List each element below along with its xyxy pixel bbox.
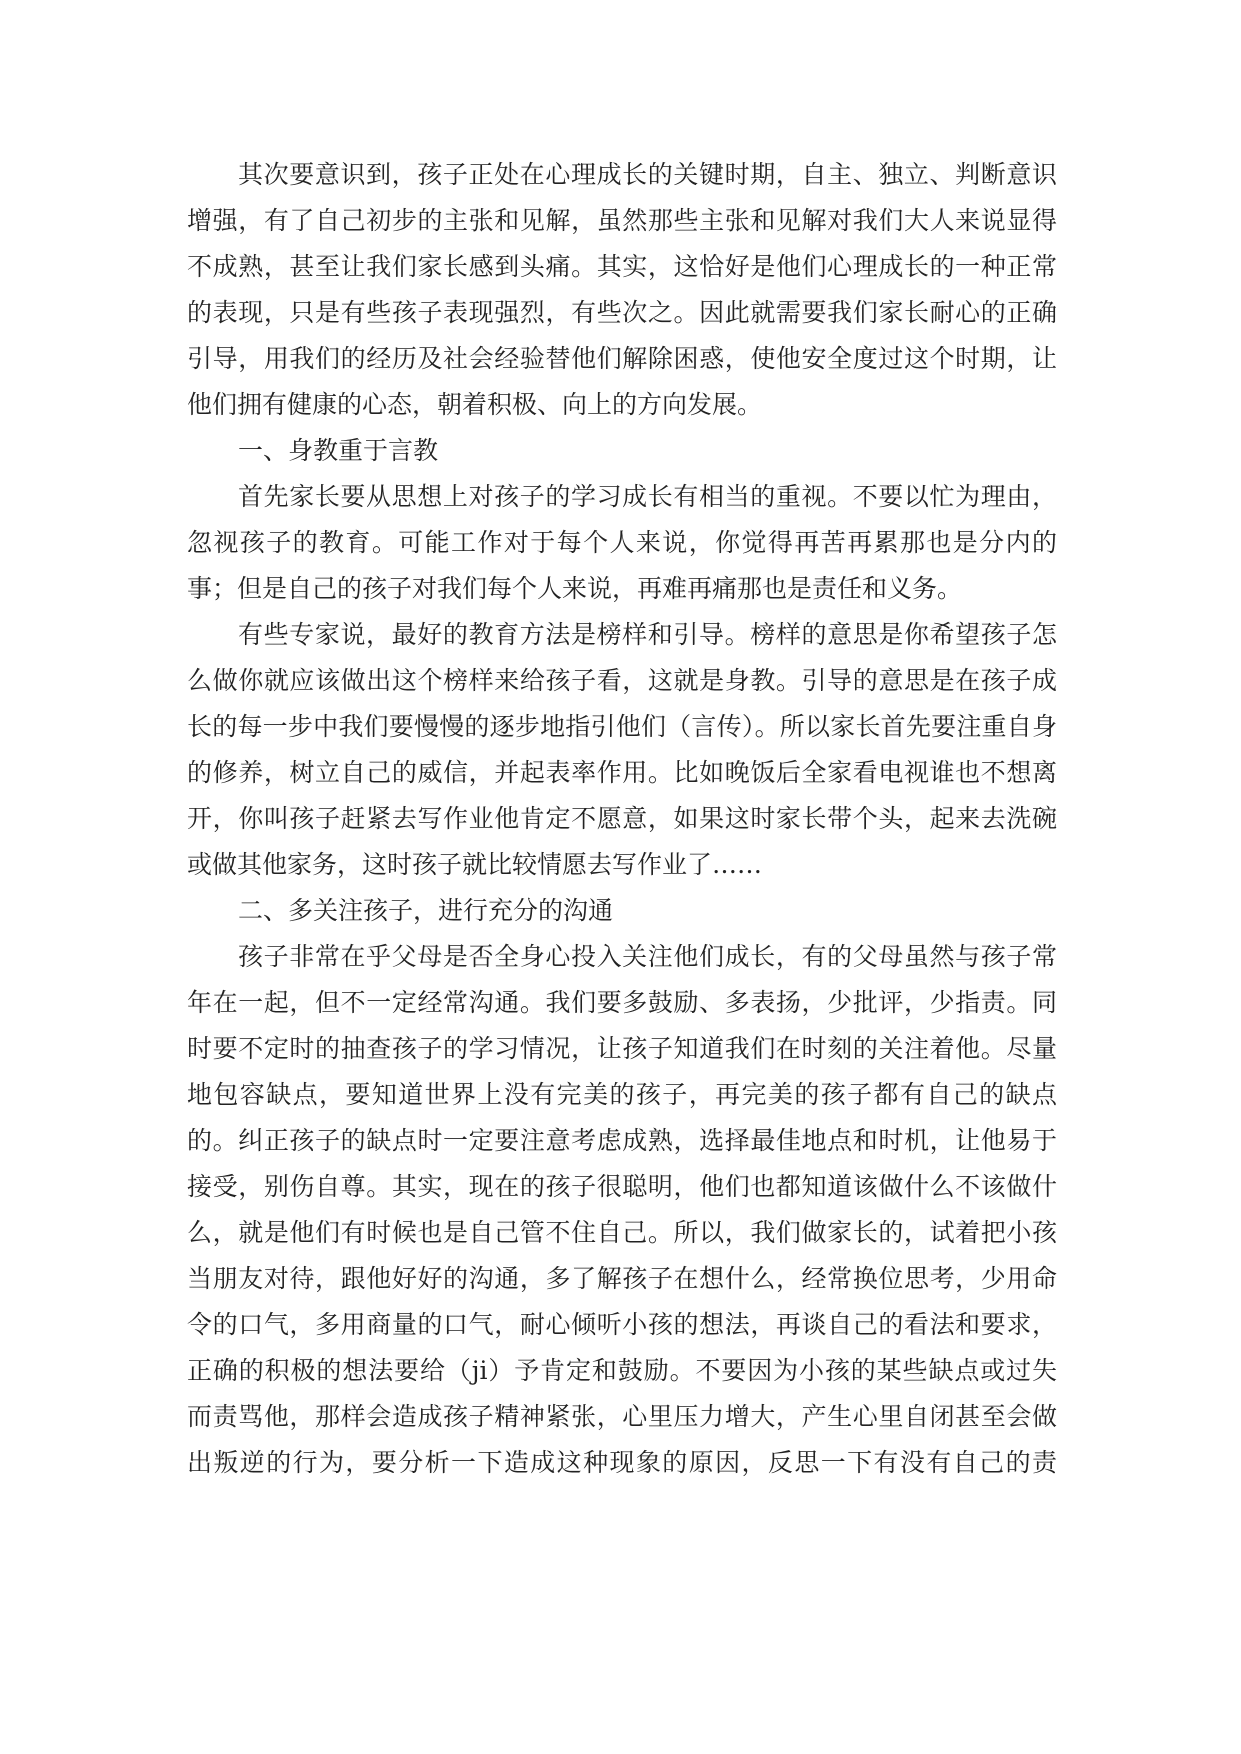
heading-text: 一、身教重于言教 <box>238 436 439 465</box>
section-heading <box>187 428 1057 474</box>
paragraph <box>187 934 1057 1486</box>
text-line: 或做其他家务，这时孩子就比较情愿去写作业了…… <box>187 850 763 879</box>
text-line: 孩子非常在乎父母是否全身心投入关注他们成长，有的父母虽然与孩子常 <box>238 942 1057 971</box>
text-line: 增强，有了自己初步的主张和见解，虽然那些主张和见解对我们大人来说显得 <box>187 206 1057 235</box>
text-line: 时要不定时的抽查孩子的学习情况，让孩子知道我们在时刻的关注着他。尽量 <box>187 1034 1057 1063</box>
paragraph <box>187 612 1057 888</box>
text-line: 当朋友对待，跟他好好的沟通，多了解孩子在想什么，经常换位思考，少用命 <box>187 1264 1057 1293</box>
text-line: 的修养，树立自己的威信，并起表率作用。比如晚饭后全家看电视谁也不想离 <box>187 758 1057 787</box>
text-line: 开，你叫孩子赶紧去写作业他肯定不愿意，如果这时家长带个头，起来去洗碗 <box>187 804 1057 833</box>
text-line: 首先家长要从思想上对孩子的学习成长有相当的重视。不要以忙为理由， <box>238 482 1057 511</box>
text-line: 长的每一步中我们要慢慢的逐步地指引他们（言传）。所以家长首先要注重自身 <box>187 712 1057 741</box>
text-line: 引导，用我们的经历及社会经验替他们解除困惑，使他安全度过这个时期，让 <box>187 344 1057 373</box>
text-line: 令的口气，多用商量的口气，耐心倾听小孩的想法，再谈自己的看法和要求， <box>187 1310 1057 1339</box>
heading-text: 二、多关注孩子，进行充分的沟通 <box>238 896 614 925</box>
section-heading <box>187 888 1057 934</box>
text-line: 出叛逆的行为，要分析一下造成这种现象的原因，反思一下有没有自己的责 <box>187 1448 1057 1477</box>
paragraph <box>187 152 1057 428</box>
text-line: 事；但是自己的孩子对我们每个人来说，再难再痛那也是责任和义务。 <box>187 574 963 603</box>
text-line: 其次要意识到，孩子正处在心理成长的关键时期，自主、独立、判断意识 <box>238 160 1057 189</box>
text-line: 接受，别伤自尊。其实，现在的孩子很聪明，他们也都知道该做什么不该做什 <box>187 1172 1057 1201</box>
text-line: 忽视孩子的教育。可能工作对于每个人来说，你觉得再苦再累那也是分内的 <box>187 528 1057 557</box>
text-line: 么做你就应该做出这个榜样来给孩子看，这就是身教。引导的意思是在孩子成 <box>187 666 1057 695</box>
text-line: 的。纠正孩子的缺点时一定要注意考虑成熟，选择最佳地点和时机，让他易于 <box>187 1126 1057 1155</box>
text-line: 年在一起，但不一定经常沟通。我们要多鼓励、多表扬，少批评，少指责。同 <box>187 988 1057 1017</box>
text-line: 正确的积极的想法要给（ji）予肯定和鼓励。不要因为小孩的某些缺点或过失 <box>187 1356 1057 1385</box>
document-body <box>187 152 1057 1486</box>
paragraph <box>187 474 1057 612</box>
text-line: 地包容缺点，要知道世界上没有完美的孩子，再完美的孩子都有自己的缺点 <box>187 1080 1057 1109</box>
text-line: 他们拥有健康的心态，朝着积极、向上的方向发展。 <box>187 390 763 419</box>
text-line: 不成熟，甚至让我们家长感到头痛。其实，这恰好是他们心理成长的一种正常 <box>187 252 1057 281</box>
text-line: 有些专家说，最好的教育方法是榜样和引导。榜样的意思是你希望孩子怎 <box>238 620 1057 649</box>
text-line: 的表现，只是有些孩子表现强烈，有些次之。因此就需要我们家长耐心的正确 <box>187 298 1057 327</box>
text-line: 么，就是他们有时候也是自己管不住自己。所以，我们做家长的，试着把小孩 <box>187 1218 1057 1247</box>
text-line: 而责骂他，那样会造成孩子精神紧张，心里压力增大，产生心里自闭甚至会做 <box>187 1402 1057 1431</box>
